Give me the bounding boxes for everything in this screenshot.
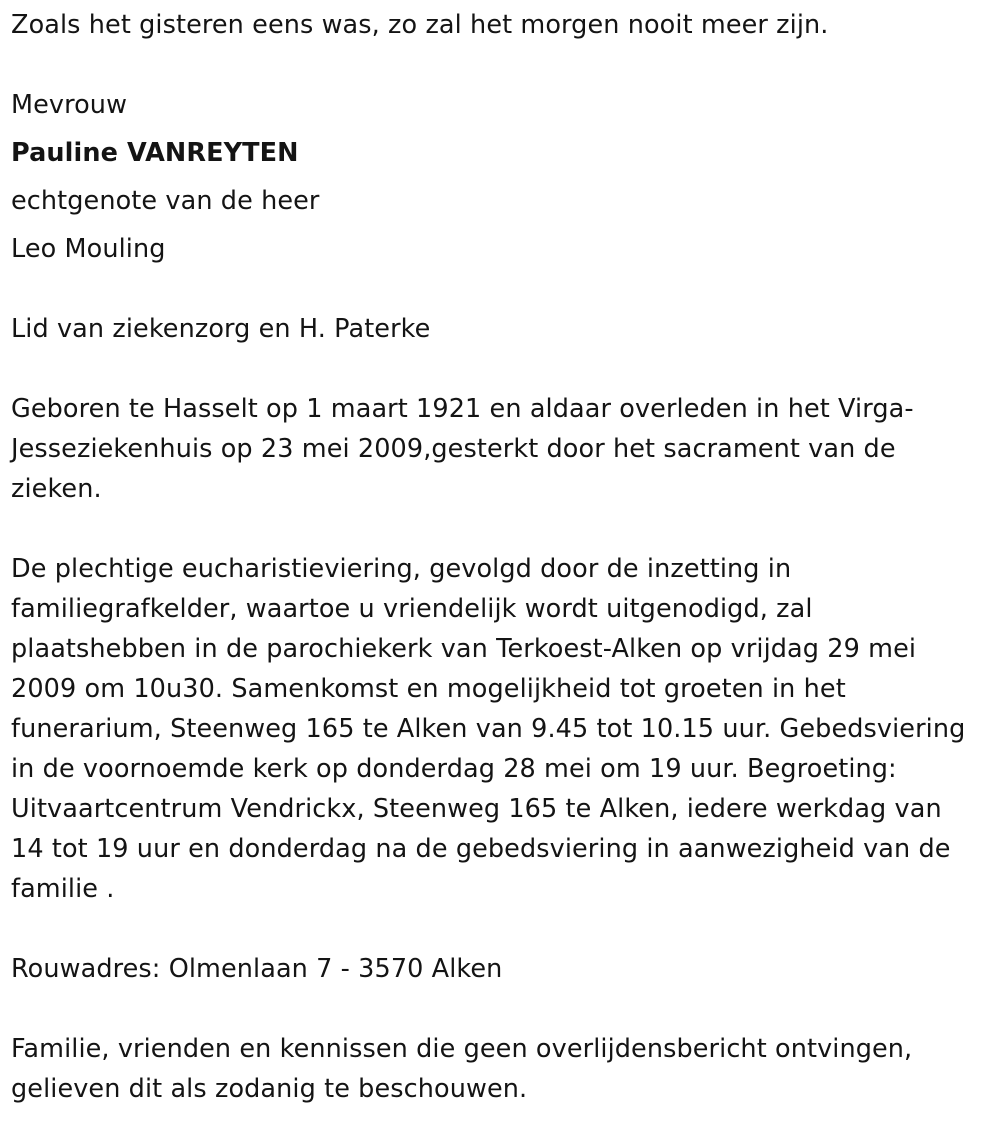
paragraph-line: De plechtige eucharistieviering, gevolgd door de inzetting in (11, 554, 792, 584)
paragraph-line: familiegrafkelder, waartoe u vriendelijk wordt uitgenodigd, zal (11, 594, 813, 624)
paragraph-line: gelieven dit als zodanig te beschouwen. (11, 1074, 528, 1104)
birth-death-paragraph (11, 389, 914, 509)
paragraph-line: 2009 om 10u30. Samenkomst en mogelijkheid tot groeten in het (11, 674, 846, 704)
spouse-label: echtgenote van de heer (11, 186, 320, 216)
paragraph-line: in de voornoemde kerk op donderdag 28 mei om 19 uur. Begroeting: (11, 754, 897, 784)
honorific-title: Mevrouw (11, 90, 128, 120)
deceased-name: Pauline VANREYTEN (11, 138, 299, 168)
closing-paragraph (11, 1029, 912, 1109)
membership-line: Lid van ziekenzorg en H. Paterke (11, 314, 431, 344)
paragraph-line: familie . (11, 874, 115, 904)
paragraph-line: zieken. (11, 474, 102, 504)
paragraph-line: funerarium, Steenweg 165 te Alken van 9.45 tot 10.15 uur. Gebedsviering (11, 714, 966, 744)
mourning-address: Rouwadres: Olmenlaan 7 - 3570 Alken (11, 954, 503, 984)
paragraph-line: Uitvaartcentrum Vendrickx, Steenweg 165 te Alken, iedere werkdag van (11, 794, 942, 824)
paragraph-line: Familie, vrienden en kennissen die geen overlijdensbericht ontvingen, (11, 1034, 913, 1064)
spouse-name: Leo Mouling (11, 234, 166, 264)
paragraph-line: Geboren te Hasselt op 1 maart 1921 en aldaar overleden in het Virga- (11, 394, 914, 424)
paragraph-line: Jesseziekenhuis op 23 mei 2009,gesterkt door het sacrament van de (11, 434, 896, 464)
paragraph-line: 14 tot 19 uur en donderdag na de gebedsviering in aanwezigheid van de (11, 834, 951, 864)
opening-quote: Zoals het gisteren eens was, zo zal het morgen nooit meer zijn. (11, 10, 829, 40)
paragraph-line: plaatshebben in de parochiekerk van Terkoest-Alken op vrijdag 29 mei (11, 634, 917, 664)
funeral-paragraph (11, 549, 965, 909)
